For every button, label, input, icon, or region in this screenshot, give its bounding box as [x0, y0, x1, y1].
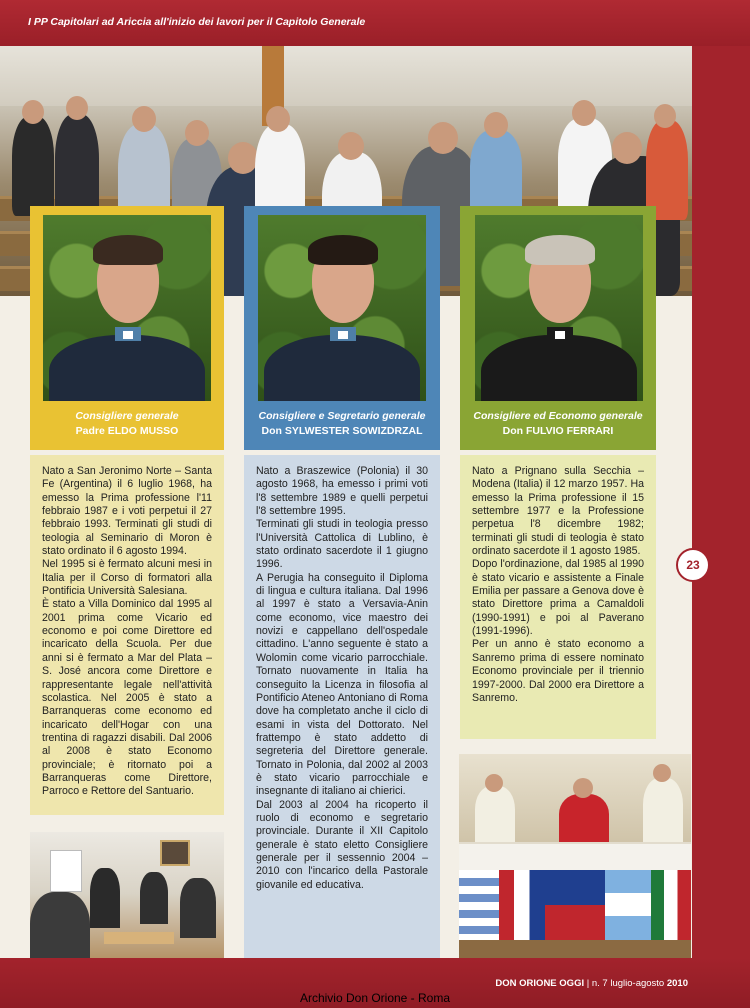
bio-paragraph: Dopo l'ordinazione, dal 1985 al 1990 è stato vicario e assistente a Finale Emilia per passare a Genova dove è stato Direttore prima a Camaldoli (1990-1991) e poi al Paverano (1991-1996). — [472, 558, 644, 638]
issue-year: 2010 — [666, 978, 688, 989]
page-header-title: I PP Capitolari ad Ariccia all'inizio dei lavori per il Capitolo Generale — [28, 16, 366, 28]
bio-musso — [30, 455, 224, 815]
bio-paragraph: A Perugia ha conseguito il Diploma di lingua e cultura italiana. Dal 1996 al 1997 è stato a Versavia-Anin come economo, vice maestro dei novizi e cappellano dell'ospedale cittadino. L'anno seguente è stato a Wolomin come vicario parrocchiale. Tornato nuovamente in Italia ha conseguito la Licenza in filosofia al Pontificio Ateneo Antoniano di Roma dove ha completato anche il ciclo di esami in vista del Dottorato. Nel frattempo è stato addetto di segreteria del Direttore generale. Tornato in Polonia, dal 2002 al 2003 è stato vicario parrocchiale e insegnante di italiano ai chierici. — [256, 571, 428, 798]
bio-paragraph: Dal 2003 al 2004 ha ricoperto il ruolo di economo e segretario provinciale. Durante il XII Capitolo generale è stato eletto Consigliere generale per il sessennio 2004 – 2010 con l'incarico della Pastorale giovanile ed educativa. — [256, 798, 428, 891]
bio-ferrari — [460, 455, 656, 739]
bio-paragraph: Nato a Prignano sulla Secchia – Modena (Italia) il 12 marzo 1957. Ha emesso la Prima professione il 15 settembre 1977 e la Professione perpetua l'8 dicembre 1982; terminati gli studi di teologia è stato ordinato sacerdote il 1 agosto 1985. — [472, 465, 644, 558]
bio-paragraph: Terminati gli studi in teologia presso l'Università Cattolica di Lublino, è stato ordinato sacerdote il 1 giugno 1996. — [256, 518, 428, 571]
header-band — [0, 0, 750, 46]
issue-label: n. 7 luglio-agosto — [591, 978, 665, 989]
portrait-sylwester-sowizdrzal — [258, 215, 426, 401]
bio-paragraph: Nato a Braszewice (Polonia) il 30 agosto 1968, ha emesso i primi voti l'8 settembre 1989 e quelli perpetui l'8 settembre 1995. — [256, 465, 428, 518]
right-margin-band — [692, 46, 750, 1008]
role-label: Consigliere e Segretario generale — [258, 410, 426, 422]
bio-paragraph: Per un anno è stato economo a Sanremo prima di essere nominato Economo provinciale per il triennio 1997-2000. Dal 2000 era Direttore a Sanremo. — [472, 638, 644, 704]
bio-sowizdrzal — [244, 455, 440, 975]
footer-magazine: DON ORIONE OGGI | n. 7 luglio-agosto 2010 — [495, 978, 688, 989]
page-number: 23 — [676, 548, 710, 582]
portrait-eldo-musso — [43, 215, 211, 401]
bio-paragraph: Nato a San Jeronimo Norte – Santa Fe (Argentina) il 6 luglio 1968, ha emesso la Prima professione l'11 febbraio 1987 e i voti perpetui il 27 febbraio 1993. Terminati gli studi di teologia al Seminario di Moron è stato ordinato il 6 agosto 1994. — [42, 465, 212, 558]
mass-celebration-photo — [459, 754, 691, 968]
bio-paragraph: Nel 1995 si è fermato alcuni mesi in Italia per il Corso di formatori alla Pontificia Università Salesiana. — [42, 558, 212, 598]
portrait-fulvio-ferrari — [475, 215, 643, 401]
name-label: Don FULVIO FERRARI — [502, 425, 614, 437]
caption-ferrari — [463, 401, 653, 449]
magazine-name: DON ORIONE OGGI — [495, 978, 585, 989]
role-label: Consigliere generale — [75, 410, 179, 422]
name-label: Don SYLWESTER SOWIZDRZAL — [261, 425, 423, 437]
archive-credit: Archivio Don Orione - Roma — [299, 991, 451, 1005]
caption-musso — [32, 401, 222, 449]
caption-sowizdrzal — [247, 401, 437, 449]
name-label: Padre ELDO MUSSO — [75, 425, 179, 437]
meeting-room-photo — [30, 832, 224, 968]
bio-paragraph: È stato a Villa Dominico dal 1995 al 2001 prima come Vicario ed economo e poi come Direttore ed incaricato della Scuola. Per due anni si è fermato a Mar del Plata – S. José ancora come Direttore e rappresentante legale nell'attività scolastica. Nel 2005 è stato a Barranqueras come economo ed incaricato dell'Hogar con una trentina di ragazzi disabili. Dal 2006 al 2008 è stato Economo provinciale; è ritornato poi a Barranqueras come Direttore, Parroco e Rettore del Santuario. — [42, 598, 212, 798]
role-label: Consigliere ed Economo generale — [473, 410, 643, 422]
